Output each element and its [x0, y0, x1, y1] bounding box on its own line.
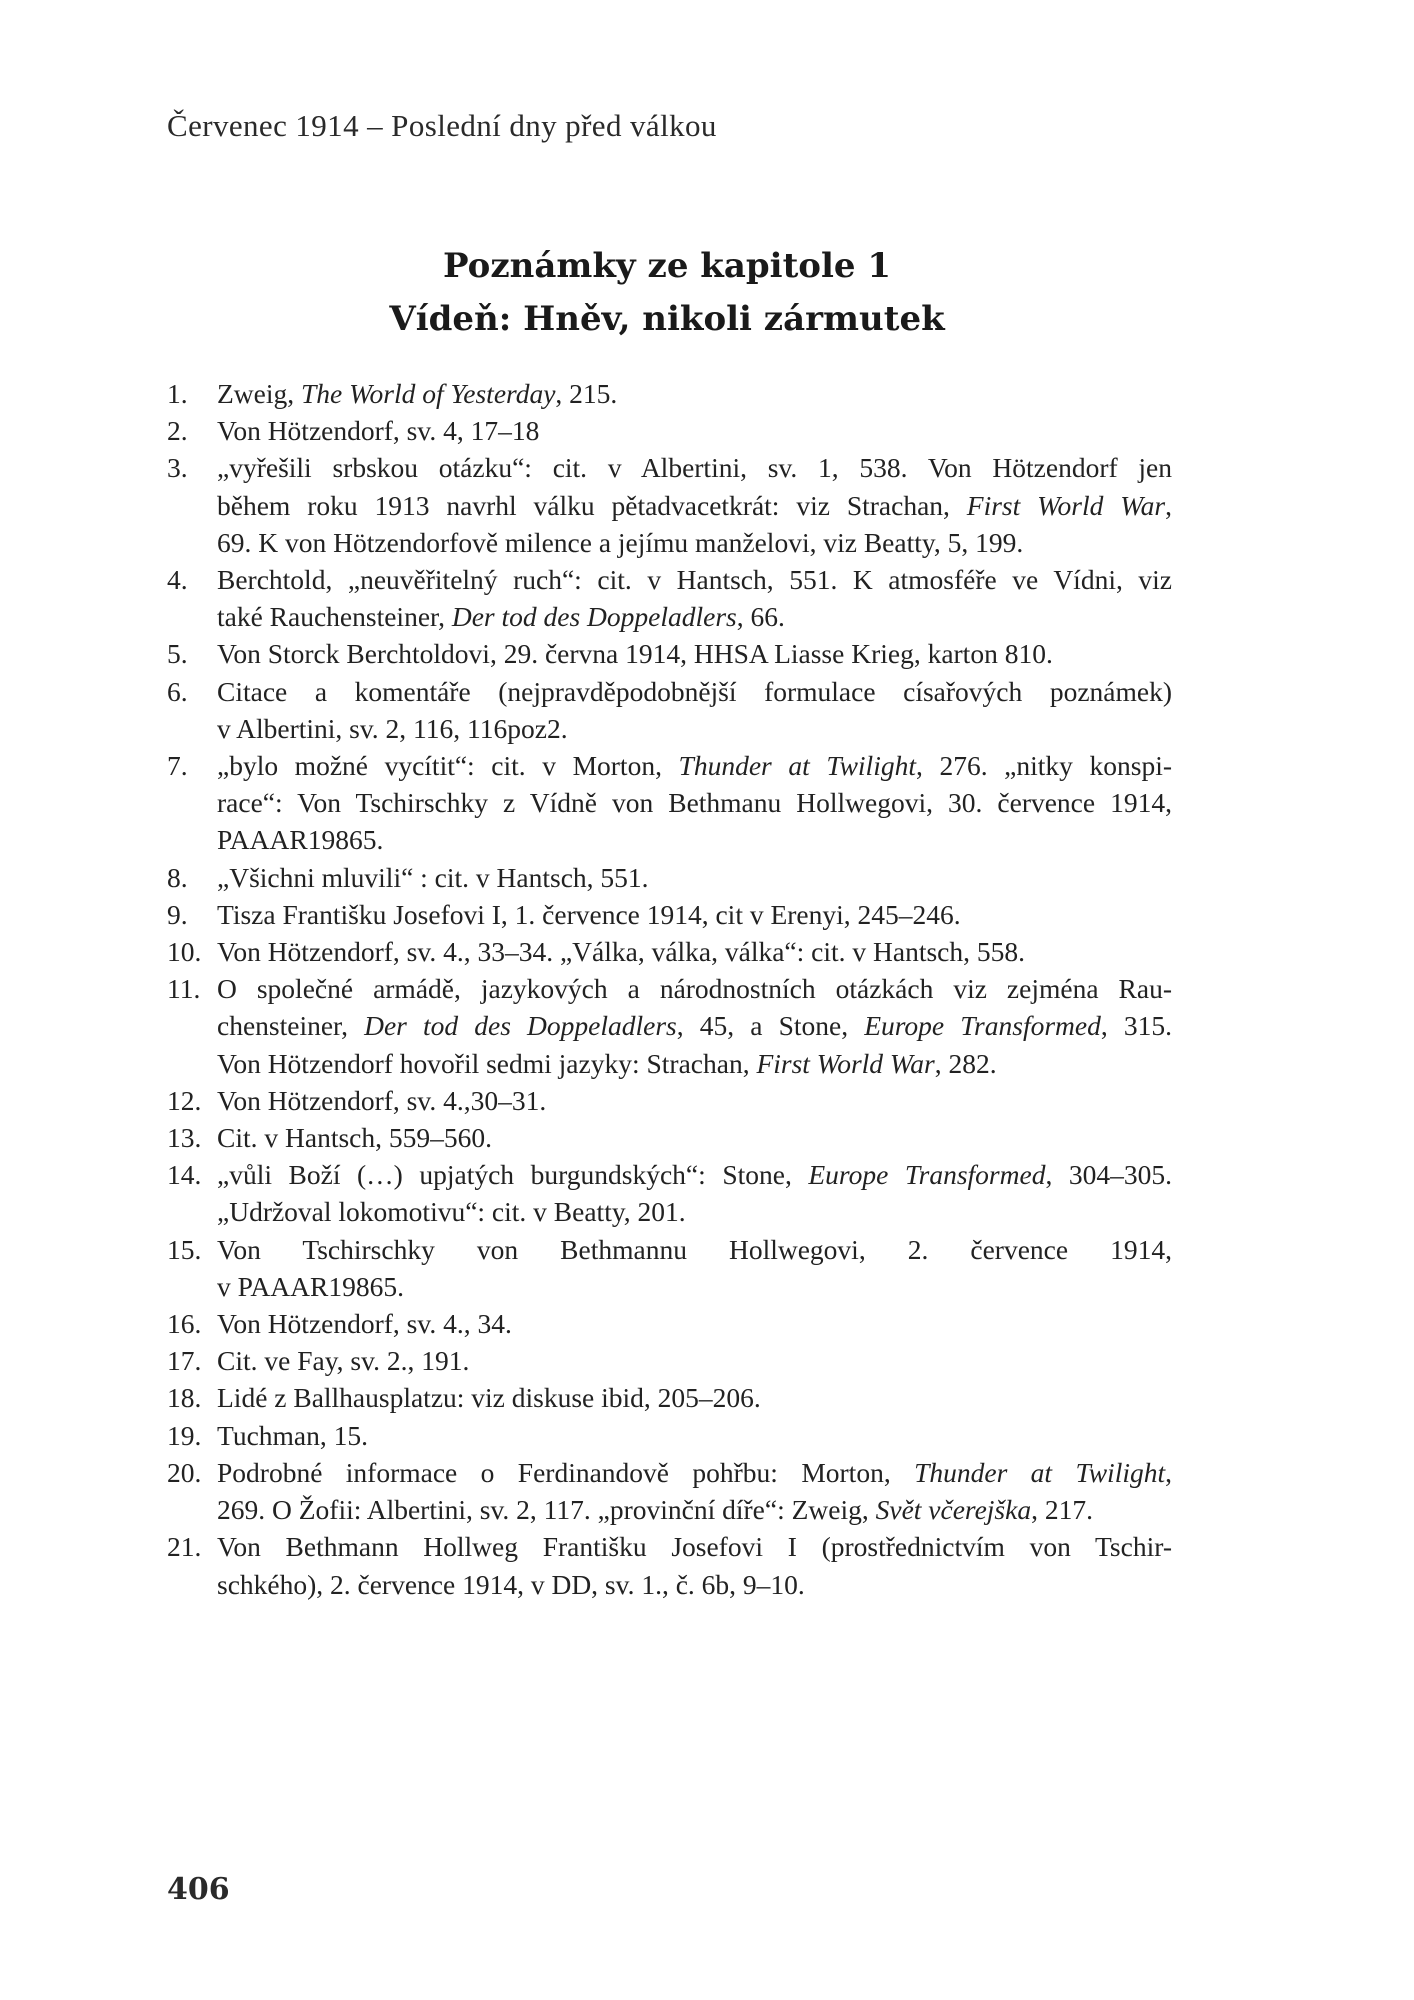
endnote-segment: O společné armádě, jazykových a národnostních otázkách viz zejména Rau- — [217, 973, 1172, 1005]
endnote-segment: race“: Von Tschirschky z Vídně von Bethmanu Hollwegovi, 30. července 1914, — [217, 787, 1172, 819]
endnote-number: 17. — [167, 1345, 202, 1377]
endnote-number: 5. — [167, 638, 188, 670]
endnote-segment: „Udržoval lokomotivu“: cit. v Beatty, 201. — [217, 1196, 686, 1228]
endnote-text — [217, 1119, 1172, 1156]
endnote-segment: „bylo možné vycítit“: cit. v Morton, — [217, 750, 679, 782]
endnote-line — [217, 1454, 1172, 1491]
endnote-segment: , 217. — [1031, 1494, 1093, 1526]
endnote-segment: v Albertini, sv. 2, 116, 116poz2. — [217, 712, 568, 744]
cited-title: Thunder at Twilight — [914, 1456, 1166, 1488]
endnote-segment: Von Bethmann Hollweg Františku Josefovi I (prostřednictvím von Tschir- — [217, 1531, 1172, 1563]
endnote-segment: 69. K von Hötzendorfově milence a jejímu manželovi, viz Beatty, 5, 199. — [217, 526, 1024, 558]
endnote-segment: 269. O Žofii: Albertini, sv. 2, 117. „provinční díře“: Zweig, — [217, 1494, 876, 1526]
endnote-number: 9. — [167, 898, 188, 930]
endnote-segment: také Rauchensteiner, — [217, 601, 452, 633]
endnote-number: 15. — [167, 1233, 202, 1265]
endnote-text — [217, 747, 1172, 859]
endnote-line — [217, 1156, 1172, 1193]
endnote-line — [217, 1342, 1172, 1379]
endnote-text — [217, 1231, 1172, 1305]
endnote-segment: „vůli Boží (…) upjatých burgundských“: Stone, — [217, 1159, 809, 1191]
endnote-number: 2. — [167, 415, 188, 447]
cited-title: Der tod des Doppeladlers — [451, 601, 737, 633]
cited-title: Europe Transformed — [864, 1010, 1101, 1042]
endnote-text — [217, 635, 1172, 672]
endnote-line — [217, 487, 1172, 524]
endnote-segment: Citace a komentáře (nejpravděpodobnější formulace císařových poznámek) — [217, 675, 1172, 707]
endnote-number: 8. — [167, 861, 188, 893]
endnote-segment: , 276. „nitky konspi- — [915, 750, 1172, 782]
endnote-text — [217, 1454, 1172, 1528]
endnote-number: 20. — [167, 1456, 202, 1488]
endnote-line — [217, 1417, 1172, 1454]
endnote-segment: Cit. ve Fay, sv. 2., 191. — [217, 1345, 470, 1377]
endnote-text — [217, 859, 1172, 896]
endnote-line — [217, 1082, 1172, 1119]
endnote-segment: Podrobné informace o Ferdinandově pohřbu: Morton, — [217, 1456, 915, 1488]
endnote-line — [217, 524, 1172, 561]
endnote-number: 13. — [167, 1122, 202, 1154]
cited-title: Svět včerejška — [875, 1494, 1032, 1526]
cited-title: Thunder at Twilight — [678, 750, 916, 782]
endnote — [167, 1379, 1172, 1416]
endnote-line — [217, 1045, 1172, 1082]
endnote-segment: Zweig, — [217, 378, 302, 409]
endnote — [167, 1082, 1172, 1119]
endnote — [167, 449, 1172, 561]
endnote-line — [217, 1379, 1172, 1416]
endnote — [167, 1342, 1172, 1379]
endnote-text — [217, 1082, 1172, 1119]
endnote-line — [217, 970, 1172, 1007]
endnote-line — [217, 747, 1172, 784]
endnote — [167, 635, 1172, 672]
endnote-line — [217, 1268, 1172, 1305]
endnotes-list — [167, 375, 1172, 1603]
endnote — [167, 561, 1172, 635]
endnote — [167, 1156, 1172, 1230]
endnote-segment: , 304–305. — [1045, 1159, 1172, 1191]
endnote-text — [217, 933, 1172, 970]
endnote-line — [217, 1193, 1172, 1230]
endnote-line — [217, 1491, 1172, 1528]
endnote-segment: „vyřešili srbskou otázku“: cit. v Albertini, sv. 1, 538. Von Hötzendorf jen — [217, 452, 1172, 484]
endnote-number: 7. — [167, 750, 188, 782]
endnote-line — [217, 635, 1172, 672]
endnote-line — [217, 673, 1172, 710]
endnote-segment: Von Hötzendorf, sv. 4, 17–18 — [217, 415, 540, 447]
endnote — [167, 412, 1172, 449]
endnote-number: 10. — [167, 936, 202, 968]
endnote-line — [217, 1566, 1172, 1603]
endnote-number: 1. — [167, 378, 188, 409]
endnote-segment: Von Hötzendorf, sv. 4.,30–31. — [217, 1084, 547, 1116]
endnote-line — [217, 375, 1172, 412]
cited-title: Europe Transformed — [808, 1159, 1046, 1191]
endnote-line — [217, 1007, 1172, 1044]
endnote — [167, 859, 1172, 896]
endnote-segment: , 315. — [1100, 1010, 1172, 1042]
endnote-line — [217, 412, 1172, 449]
endnote — [167, 1454, 1172, 1528]
endnote-segment: Von Hötzendorf, sv. 4., 34. — [217, 1308, 512, 1340]
endnote-text — [217, 673, 1172, 747]
endnote-text — [217, 896, 1172, 933]
endnote-segment: Berchtold, „neuvěřitelný ruch“: cit. v Hantsch, 551. K atmosféře ve Vídni, viz — [217, 564, 1172, 596]
endnote-line — [217, 1231, 1172, 1268]
endnote — [167, 375, 1172, 412]
endnote-line — [217, 1119, 1172, 1156]
cited-title: The World of Yesterday — [301, 378, 556, 409]
endnote-segment: v PAAAR19865. — [217, 1270, 404, 1302]
cited-title: First World War — [756, 1047, 935, 1079]
endnote-segment: Lidé z Ballhausplatzu: viz diskuse ibid, 205–206. — [217, 1382, 761, 1414]
endnote-text — [217, 561, 1172, 635]
endnote-number: 16. — [167, 1308, 202, 1340]
endnote-segment: Tisza Františku Josefovi I, 1. července 1914, cit v Erenyi, 245–246. — [217, 898, 961, 930]
endnote-line — [217, 821, 1172, 858]
endnote-text — [217, 1156, 1172, 1230]
chapter-notes-title — [167, 240, 1167, 346]
endnote-line — [217, 561, 1172, 598]
endnote-segment: Von Hötzendorf, sv. 4., 33–34. „Válka, válka, válka“: cit. v Hantsch, 558. — [217, 936, 1026, 968]
endnote — [167, 1417, 1172, 1454]
endnote-segment: Von Hötzendorf hovořil sedmi jazyky: Strachan, — [217, 1047, 757, 1079]
endnote-segment: „Všichni mluvili“ : cit. v Hantsch, 551. — [217, 861, 649, 893]
endnote-text — [217, 1379, 1172, 1416]
page-number: 406 — [167, 1872, 230, 1907]
endnote-segment: , 66. — [736, 601, 785, 633]
endnote — [167, 970, 1172, 1082]
endnote-segment: Cit. v Hantsch, 559–560. — [217, 1122, 492, 1154]
endnote-text — [217, 1305, 1172, 1342]
endnote-number: 6. — [167, 675, 188, 707]
endnote-line — [217, 1528, 1172, 1565]
endnote-number: 21. — [167, 1531, 202, 1563]
endnote-line — [217, 710, 1172, 747]
endnote-segment: , — [1165, 489, 1172, 521]
endnote-number: 3. — [167, 452, 188, 484]
endnote-number: 14. — [167, 1159, 202, 1191]
title-line-2: Vídeň: Hněv, nikoli zármutek — [389, 299, 945, 339]
endnote-number: 19. — [167, 1419, 202, 1451]
endnote-segment: , 282. — [934, 1047, 997, 1079]
endnote-number: 18. — [167, 1382, 202, 1414]
endnote-text — [217, 1528, 1172, 1602]
running-head: Červenec 1914 – Poslední dny před válkou — [167, 108, 717, 143]
endnote-line — [217, 784, 1172, 821]
endnote-segment: , 45, a Stone, — [676, 1010, 865, 1042]
endnote-text — [217, 1417, 1172, 1454]
endnote-line — [217, 1305, 1172, 1342]
endnote-segment: , 215. — [555, 378, 618, 409]
endnote — [167, 933, 1172, 970]
endnote-text — [217, 1342, 1172, 1379]
endnote-line — [217, 933, 1172, 970]
endnote-number: 4. — [167, 564, 188, 596]
endnote-number: 12. — [167, 1084, 202, 1116]
endnote-segment: chensteiner, — [217, 1010, 365, 1042]
endnote-segment: Von Tschirschky von Bethmannu Hollwegovi, 2. července 1914, — [217, 1233, 1172, 1265]
endnote — [167, 1528, 1172, 1602]
endnote-segment: PAAAR19865. — [217, 824, 384, 856]
endnote-text — [217, 412, 1172, 449]
title-line-1: Poznámky ze kapitole 1 — [443, 246, 891, 286]
endnote — [167, 1231, 1172, 1305]
endnote — [167, 896, 1172, 933]
endnote — [167, 673, 1172, 747]
endnote — [167, 1305, 1172, 1342]
endnote-segment: , — [1165, 1456, 1172, 1488]
endnote-line — [217, 598, 1172, 635]
endnote-segment: schkého), 2. července 1914, v DD, sv. 1., č. 6b, 9–10. — [217, 1568, 805, 1600]
endnote-line — [217, 449, 1172, 486]
cited-title: Der tod des Doppeladlers — [364, 1010, 677, 1042]
endnote-line — [217, 859, 1172, 896]
endnote-segment: Tuchman, 15. — [217, 1419, 369, 1451]
endnote — [167, 1119, 1172, 1156]
endnote-number: 11. — [167, 973, 201, 1005]
endnote — [167, 747, 1172, 859]
endnote-text — [217, 449, 1172, 561]
cited-title: First World War — [966, 489, 1166, 521]
endnote-line — [217, 896, 1172, 933]
endnote-segment: Von Storck Berchtoldovi, 29. června 1914, HHSA Liasse Krieg, karton 810. — [217, 638, 1053, 670]
endnote-text — [217, 970, 1172, 1082]
endnote-text — [217, 375, 1172, 412]
endnote-segment: během roku 1913 navrhl válku pětadvacetkrát: viz Strachan, — [217, 489, 967, 521]
